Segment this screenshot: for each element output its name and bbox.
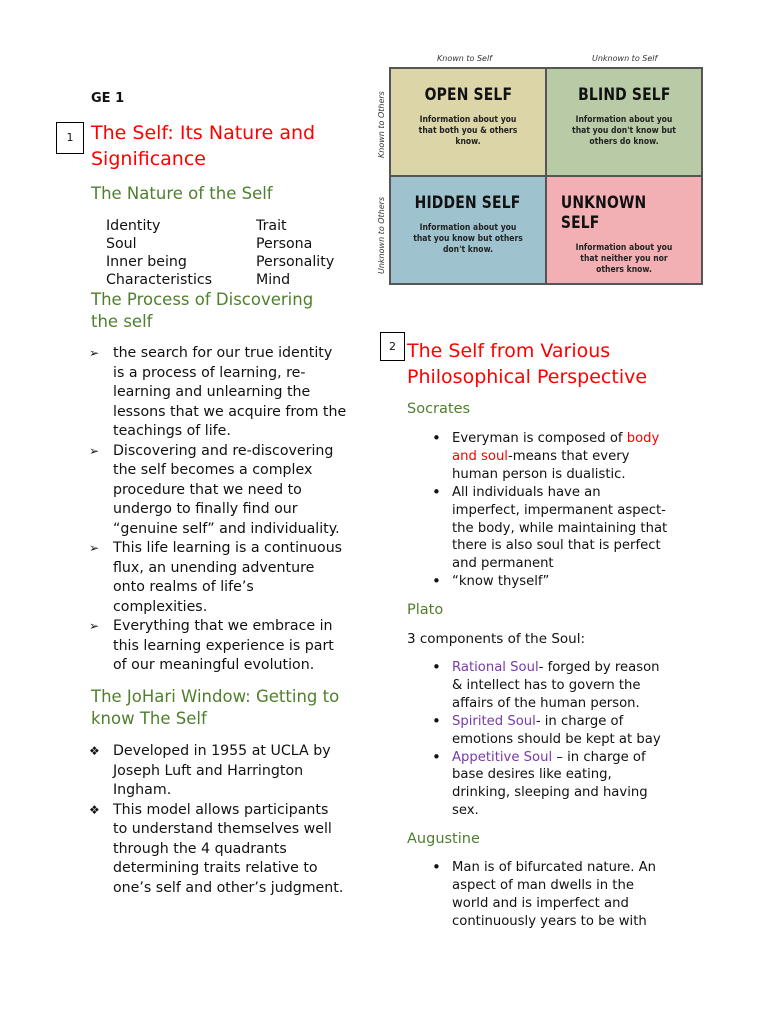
quadrant-title: HIDDEN SELF <box>415 193 521 213</box>
trait-term: Inner being <box>106 254 187 270</box>
line: • All individuals have an <box>452 484 601 500</box>
line: base desires like eating, <box>452 767 612 783</box>
johari-heading <box>91 686 339 730</box>
section-number-box: 2 <box>380 332 405 361</box>
trait-term: Personality <box>256 254 335 270</box>
plato-heading: Plato <box>407 602 444 618</box>
section-title-line: The Self from Various <box>407 340 611 362</box>
line: lessons that we acquire from the <box>113 403 347 420</box>
list-item <box>428 659 688 713</box>
augustine-list <box>428 859 688 931</box>
soul-term: Spirited Soul <box>452 713 536 729</box>
section-title-line: Philosophical Perspective <box>407 366 648 388</box>
line: this learning experience is part <box>113 637 334 654</box>
line: determining traits relative to <box>113 860 318 876</box>
line: drinking, sleeping and having <box>452 785 648 801</box>
plato-list <box>428 659 688 820</box>
list-item <box>428 430 688 484</box>
line: teachings of life. <box>113 423 231 439</box>
text: -means that every <box>507 448 630 464</box>
trait-term: Trait <box>256 218 287 234</box>
nature-heading: The Nature of the Self <box>91 184 273 203</box>
list-item <box>428 749 688 821</box>
line: • “know thyself” <box>452 574 550 590</box>
line: there is also soul that is perfect <box>452 538 661 554</box>
line: ❖ This model allows participants <box>113 801 329 818</box>
line: Joseph Luft and Harrington <box>113 762 304 779</box>
text: Everyman is composed of <box>452 431 627 446</box>
line: sex. <box>452 803 479 819</box>
line: continuously years to be with <box>452 913 647 929</box>
list-item <box>89 801 369 899</box>
quadrant-unknown-self <box>547 177 701 283</box>
trait-term: Characteristics <box>106 272 213 288</box>
line: ➢ This life learning is a continuous <box>113 540 343 556</box>
process-list <box>89 344 369 676</box>
highlight-term: body <box>626 431 660 446</box>
highlight-term: and soul <box>452 448 508 464</box>
trait-term: Mind <box>256 272 291 288</box>
line: ➢ Discovering and re-discovering <box>113 442 334 459</box>
quadrant-desc: Information about you that both you & others know. <box>418 115 518 147</box>
text: - forged by reason <box>538 660 660 675</box>
list-item <box>89 617 369 676</box>
line: world and is imperfect and <box>452 895 629 911</box>
line: of our meaningful evolution. <box>113 657 315 673</box>
line <box>452 713 688 731</box>
johari-grid <box>389 67 703 285</box>
line <box>452 659 688 677</box>
line: • Man is of bifurcated nature. An <box>452 860 656 875</box>
list-item <box>89 344 369 442</box>
line: emotions should be kept at bay <box>452 731 661 747</box>
trait-term: Soul <box>106 236 137 252</box>
quadrant-hidden-self <box>391 177 545 283</box>
heading-line: know The Self <box>91 709 207 728</box>
line: flux, an unending adventure <box>113 559 315 576</box>
augustine-heading: Augustine <box>407 831 480 847</box>
line: ➢ the search for our true identity <box>113 345 333 361</box>
line: procedure that we need to <box>113 481 302 498</box>
soul-term: Appetitive Soul <box>452 749 553 765</box>
line <box>452 430 688 448</box>
johari-window-figure <box>377 52 703 286</box>
quadrant-title: BLIND SELF <box>577 85 671 105</box>
line: ❖ Developed in 1955 at UCLA by <box>113 743 331 759</box>
trait-term: Persona <box>256 236 313 252</box>
trait-term: Identity <box>106 218 161 234</box>
socrates-heading: Socrates <box>407 401 471 417</box>
line: to understand themselves well <box>113 821 332 837</box>
line: ➢ Everything that we embrace in <box>113 618 333 634</box>
quadrant-title: UNKNOWN SELF <box>560 193 647 233</box>
line: onto realms of life’s <box>113 579 254 595</box>
heading-line: the self <box>91 312 153 331</box>
row-label-unknown: Unknown to Others <box>377 196 386 274</box>
line: through the 4 quadrants <box>113 840 287 857</box>
list-item <box>428 859 688 931</box>
line <box>452 749 688 767</box>
section-title-line: The Self: Its Nature and <box>91 122 316 144</box>
section-title-line: Significance <box>91 148 206 170</box>
section-title <box>407 338 647 390</box>
line: “genuine self” and individuality. <box>113 520 340 537</box>
list-item <box>89 539 369 617</box>
line <box>452 448 688 466</box>
section-title <box>91 120 315 172</box>
text: – in charge of <box>552 749 646 765</box>
line: Ingham. <box>113 782 172 798</box>
traits-grid <box>106 217 376 289</box>
line: and permanent <box>452 556 554 572</box>
line: human person is dualistic. <box>452 466 626 482</box>
list-item <box>89 742 369 801</box>
row-label-known: Known to Others <box>377 91 386 158</box>
list-item <box>428 484 688 574</box>
quadrant-desc: Information about you that you know but others don't know. <box>413 223 523 255</box>
heading-line: The Process of Discovering <box>91 290 314 309</box>
list-item <box>428 713 688 749</box>
line: the body, while maintaining that <box>452 520 668 536</box>
quadrant-desc: Information about you that neither you nor others know. <box>575 243 673 275</box>
johari-list <box>89 742 369 898</box>
list-item <box>428 573 688 591</box>
course-code: GE 1 <box>91 91 125 106</box>
line: one’s self and other’s judgment. <box>113 879 344 896</box>
line: & intellect has to govern the <box>452 677 641 693</box>
text: - in charge of <box>535 713 624 729</box>
line: undergo to finally find our <box>113 501 298 517</box>
heading-line: The JoHari Window: Getting to <box>91 687 340 706</box>
quadrant-open-self <box>391 69 545 175</box>
line: the self becomes a complex <box>113 462 313 478</box>
quadrant-blind-self <box>547 69 701 175</box>
line: affairs of the human person. <box>452 695 640 711</box>
soul-term: Rational Soul <box>452 660 539 675</box>
line: aspect of man dwells in the <box>452 877 634 893</box>
col-label-unknown: Unknown to Self <box>592 54 658 63</box>
line: imperfect, impermanent aspect- <box>452 502 666 518</box>
line: is a process of learning, re- <box>113 364 306 381</box>
section-number-box: 1 <box>56 122 84 154</box>
quadrant-desc: Information about you that you don't know but others do know. <box>572 115 676 147</box>
plato-intro: 3 components of the Soul: <box>407 631 586 647</box>
socrates-list <box>428 430 688 591</box>
quadrant-title: OPEN SELF <box>424 85 512 105</box>
col-label-known: Known to Self <box>437 54 492 63</box>
process-heading <box>91 289 313 333</box>
line: complexities. <box>113 598 208 615</box>
line: learning and unlearning the <box>113 384 311 400</box>
list-item <box>89 442 369 540</box>
